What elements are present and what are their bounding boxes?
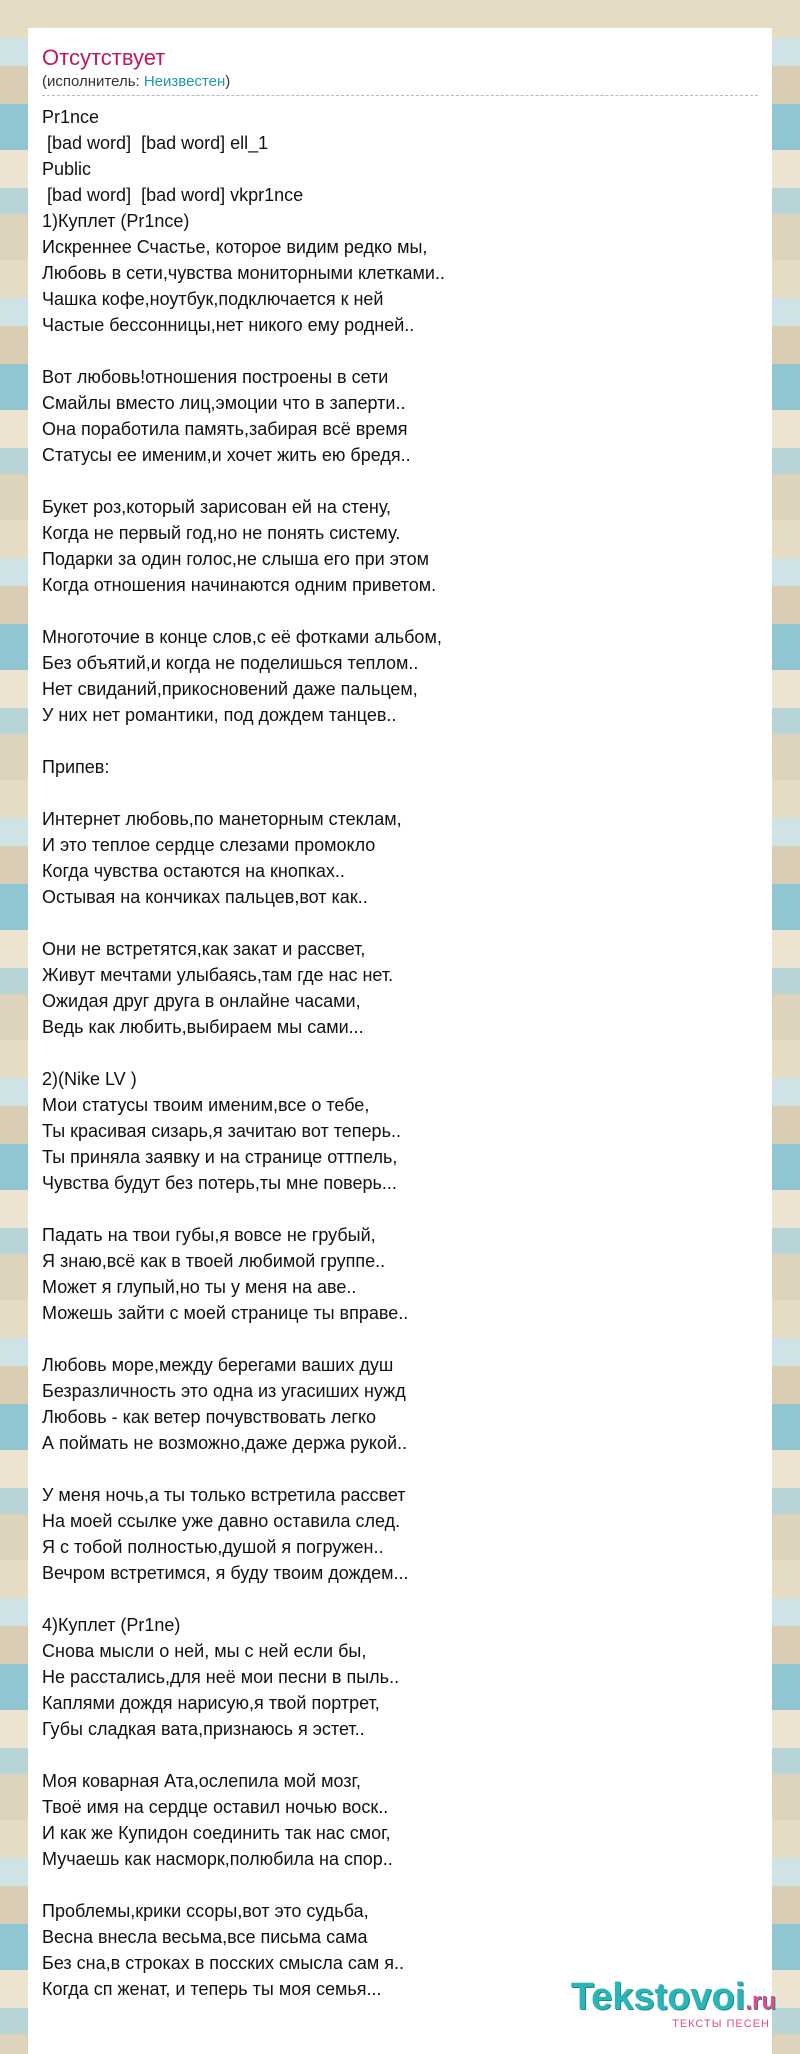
lyrics-text: Pr1nce [bad word] [bad word] ell_1 Public [bad word] [bad word] vkpr1nce 1)Куплет (Pr1nce) Искреннее Счастье, которое видим редко мы, Любовь в сети,чувства мониторными клетками.. Чашка кофе,ноутбук,подключается к ней Частые бессонницы,нет никого ему родней.. Вот любовь!отношения построены в сети Смайлы вместо лиц,эмоции что в заперти.. Она поработила память,забирая всё время Статусы ее именим,и хочет жить ею бредя.. Букет роз,который зарисован ей на стену, Когда не первый год,но не понять систему. Подарки за один голос,не слыша его при этом Когда отношения начинаются одним приветом. Многоточие в конце слов,с её фотками альбом, Без объятий,и когда не поделишься теплом.. Нет свиданий,прикосновений даже пальцем, У них нет романтики, под дождем танцев.. Припев: Интернет любовь,по манеторным стеклам, И это теплое сердце слезами промокло Когда чувства остаются на кнопках.. Остывая на кончиках пальцев,вот как.. Они не встретятся,как закат и рассвет, Живут мечтами улыбаясь,там где нас нет. Ожидая друг друга в онлайне часами, Ведь как любить,выбираем мы сами... 2)(Nike LV ) Мои статусы твоим именим,все о тебе, Ты красивая сизарь,я зачитаю вот теперь.. Ты приняла заявку и на странице оттпель, Чувства будут без потерь,ты мне поверь... Падать на твои губы,я вовсе не грубый, Я знаю,всё как в твоей любимой группе.. Может я глупый,но ты у меня на аве.. Можешь зайти с моей странице ты вправе.. Любовь море,между берегами ваших душ Безразличность это одна из угасиших нужд Любовь - как ветер почувствовать легко А поймать не возможно,даже держа рукой.. У меня ночь,а ты только встретила рассвет На моей ссылке уже давно оставила след. Я с тобой полностью,душой я погружен.. Вечром встретимся, я буду твоим дождем... 4)Куплет (Pr1ne) Снова мысли о ней, мы с ней если бы, Не расстались,для неё мои песни в пыль.. Каплями дождя нарисую,я твой портрет, Губы сладкая вата,признаюсь я эстет.. Моя коварная Ата,ослепила мой мозг, Твоё имя на сердце оставил ночью воск.. И как же Купидон соединить так нас смог, Мучаешь как насморк,полюбила на спор.. Проблемы,крики ссоры,вот это судьба, Весна внесла весьма,все письма сама Без сна,в строках в посских смысла сам я.. Когда сп женат, и теперь ты моя семья... <box>42 107 445 1999</box>
artist-line <box>42 73 758 96</box>
artist-link[interactable]: Неизвестен <box>143 73 226 90</box>
logo-wordmark <box>571 1977 776 2022</box>
logo-tagline: ТЕКСТЫ ПЕСЕН <box>672 2018 770 2030</box>
artist-suffix: ) <box>225 73 231 90</box>
artist-prefix: (исполнитель: <box>42 73 144 90</box>
logo-main-text: Tekstovoi <box>570 1976 746 2018</box>
song-title: Отсутствует <box>42 45 166 70</box>
lyrics-card <box>28 28 772 2054</box>
logo-tld: .ru <box>745 1988 776 2015</box>
site-logo[interactable] <box>571 1977 776 2030</box>
